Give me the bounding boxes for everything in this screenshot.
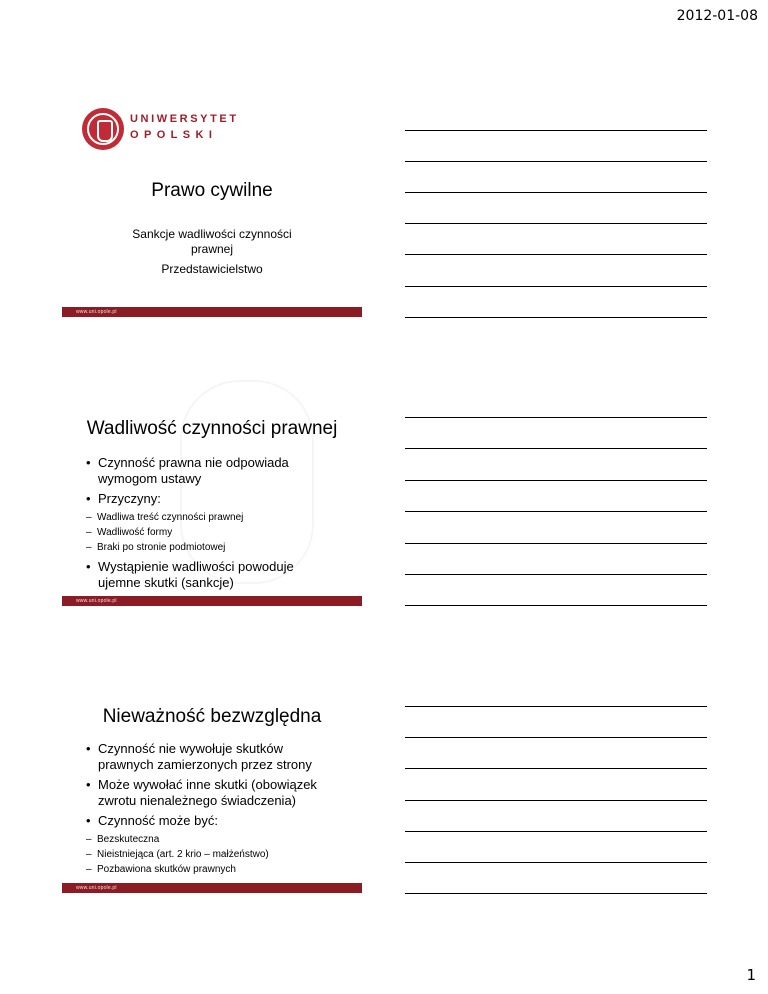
slide-1-title: Prawo cywilne	[151, 180, 273, 201]
sub-list-item: – Bezskuteczna	[86, 832, 336, 847]
logo-line-1: UNIWERSYTET	[130, 113, 239, 125]
list-item: • Czynność nie wywołuje skutków prawnych zamierzonych przez strony	[86, 741, 336, 773]
slide-3-footer-bar	[62, 883, 362, 893]
list-item: • Może wywołać inne skutki (obowiązek zwrotu nienależnego świadczenia)	[86, 777, 336, 809]
slide-1-footer-bar	[62, 307, 362, 317]
sub-list-item: – Wadliwość formy	[86, 525, 336, 540]
sub-list-item: – Nieistniejąca (art. 2 krio – małżeństwo)	[86, 847, 336, 862]
logo-line-2: OPOLSKI	[130, 129, 218, 141]
sub-list-item: – Braki po stronie podmiotowej	[86, 540, 336, 555]
slide-2-footer-bar	[62, 596, 362, 606]
sub-list-item: – Wadliwa treść czynności prawnej	[86, 510, 336, 525]
print-date: 2012-01-08	[676, 8, 758, 24]
university-logo	[82, 108, 239, 152]
footer-url: www.uni.opole.pl	[76, 598, 117, 604]
slide-2-title: Wadliwość czynności prawnej	[86, 418, 338, 439]
slide-1-subtitle-2: Przedstawicielstwo	[161, 262, 263, 276]
list-item: • Czynność prawna nie odpowiada wymogom ustawy	[86, 455, 336, 487]
slide-2-bullets	[86, 455, 336, 595]
list-item: • Przyczyny: – Wadliwa treść czynności prawnej – Wadliwość formy – Braki po stronie podmiotowej	[86, 491, 336, 555]
footer-url: www.uni.opole.pl	[76, 885, 117, 891]
page-number: 1	[746, 966, 756, 984]
sub-list-item: – Pozbawiona skutków prawnych	[86, 862, 336, 877]
list-item: • Wystąpienie wadliwości powoduje ujemne skutki (sankcje)	[86, 559, 336, 591]
list-item: • Czynność może być: – Bezskuteczna – Nieistniejąca (art. 2 krio – małżeństwo) – Pozbawiona skutków prawnych	[86, 813, 336, 877]
slide-1-subtitle-1: Sankcje wadliwości czynności prawnej	[132, 227, 292, 256]
slide-3-title: Nieważność bezwzględna	[102, 706, 322, 727]
slide-3-bullets	[86, 741, 336, 881]
university-seal-icon	[82, 108, 124, 150]
footer-url: www.uni.opole.pl	[76, 309, 117, 315]
